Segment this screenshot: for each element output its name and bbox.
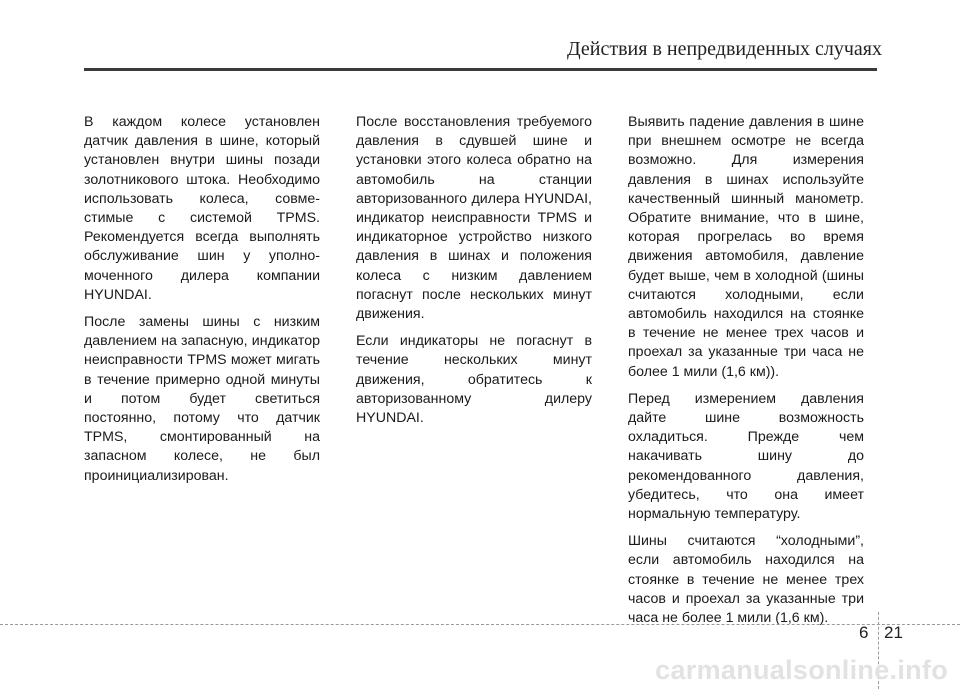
text-column-3 [628, 113, 864, 636]
paragraph: Выявить падение давления в шине при внешнем осмотре не всегда возможно. Для измерения давления в шинах используйте качественный шинный манометр. Обратите внимание, что в шине, которая прогрелась во время движения автомобиля, давление будет выше, чем в холодной (шины считаются холодными, если автомобиль находился на стоянке в течение не менее трех часов и проехал за указанные три часа не более 1 мили (1,6 км)). [628, 114, 864, 380]
watermark: carmanualsonline.info [655, 655, 948, 685]
paragraph: Шины считаются “холодными”, если автомобиль находился на стоянке в течение не менее трех часов и проехал за указанные три часа не более 1 мили (1,6 км). [628, 533, 864, 627]
text-column-1 [84, 113, 320, 494]
paragraph: После восстановления требуемого давления в сдувшей шине и установки этого колеса обратно на автомобиль на станции авторизованного дилера HYUNDAI, индикатор неисправности TPMS и индикаторное устройство низкого давления в шинах и положения колеса с низким давлением погаснут после нескольких минут движения. [356, 114, 592, 323]
paragraph: Перед измерением давления дайте шине возможность охладиться. Прежде чем накачивать шину до рекомендованного давления, убедитесь, что она имеет нормальную температуру. [628, 390, 864, 523]
paragraph: После замены шины с низким давлением на запасную, индикатор неисправности TPMS может мигать в течение примерно одной минуты и потом будет светиться постоянно, потому что датчик TPMS, смонтированный на запасном колесе, не был проинициализирован. [84, 314, 320, 484]
page-header-title: Действия в непредвиденных случаях [567, 38, 882, 60]
footer-divider [0, 624, 960, 625]
paragraph: В каждом колесе установлен датчик давления в шине, который установлен внутри шины позади золотникового штока. Необходимо использовать колеса, совме-стимые с системой TPMS. Рекомендуется всегда выполнять обслуживание шин у уполно-моченного дилера компании HYUNDAI. [84, 114, 320, 303]
paragraph: Если индикаторы не погаснут в течение нескольких минут движения, обратитесь к авторизованному дилеру HYUNDAI. [356, 333, 592, 427]
section-number: 6 [859, 623, 869, 642]
header-rule [84, 68, 877, 71]
text-column-2 [356, 113, 592, 436]
page-number: 21 [884, 623, 903, 642]
